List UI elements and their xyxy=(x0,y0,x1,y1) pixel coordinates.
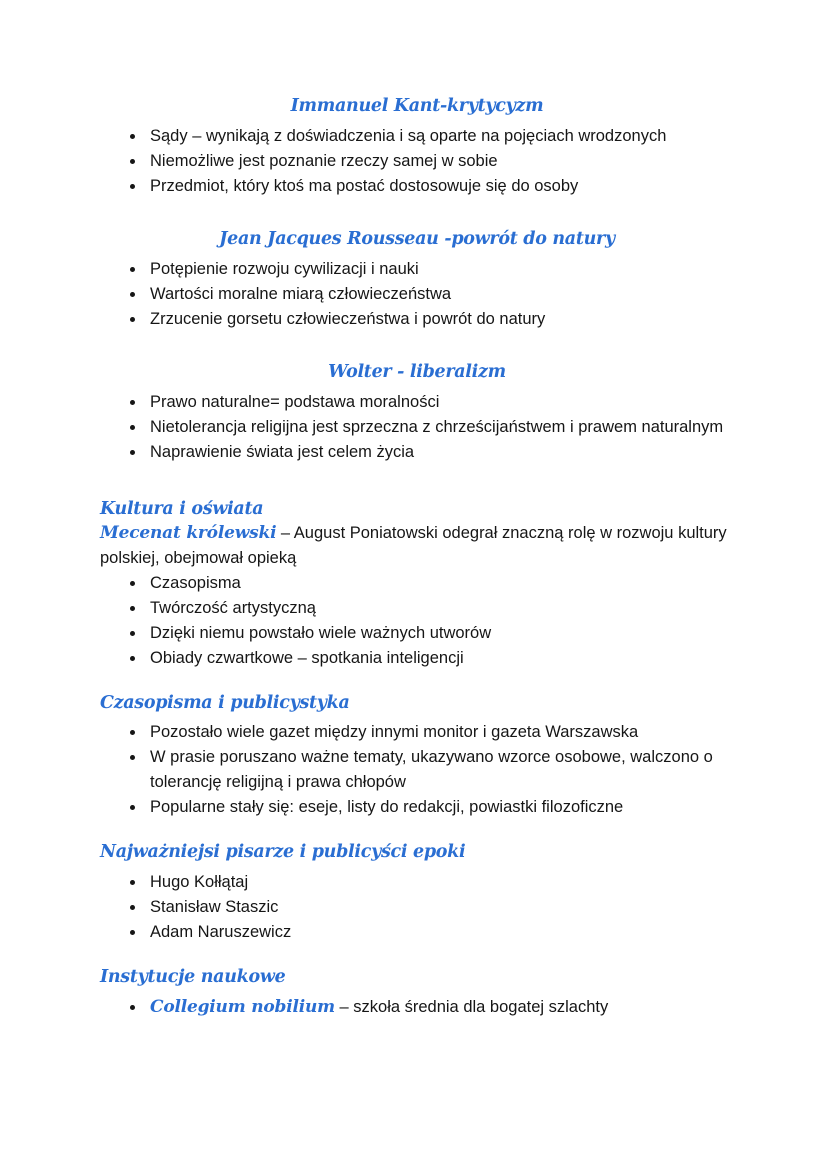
bullet-list-kultura xyxy=(100,571,740,671)
list-item: Obiady czwartkowe – spotkania inteligencji xyxy=(100,646,740,671)
list-item: Hugo Kołłątaj xyxy=(100,870,740,895)
section-rousseau xyxy=(100,229,740,332)
bullet-list-instytucje xyxy=(100,995,740,1020)
list-item: Dzięki niemu powstało wiele ważnych utworów xyxy=(100,621,740,646)
list-item: Czasopisma xyxy=(100,571,740,596)
paragraph-mecenat-krolewski xyxy=(100,521,740,571)
bullet-list-czasopisma xyxy=(100,720,740,820)
term-collegium-nobilium: Collegium nobilium xyxy=(150,997,335,1018)
list-item: Nietolerancja religijna jest sprzeczna z chrześcijaństwem i prawem naturalnym xyxy=(100,415,740,440)
heading-instytucje-naukowe: Instytucje naukowe xyxy=(100,967,286,988)
list-item: Zrzucenie gorsetu człowieczeństwa i powrót do natury xyxy=(100,307,740,332)
list-item: Stanisław Staszic xyxy=(100,895,740,920)
heading-czasopisma-i-publicystyka: Czasopisma i publicystyka xyxy=(100,692,350,713)
section-pisarze xyxy=(100,842,740,945)
bullet-list-wolter xyxy=(100,390,740,465)
paragraph-mecenat-krolewski-rest: – August Poniatowski odegrał znaczną rolę w rozwoju kultury polskiej, obejmował opieką xyxy=(100,523,727,567)
list-item: Niemożliwe jest poznanie rzeczy samej w sobie xyxy=(100,149,740,174)
document-content xyxy=(100,96,740,1020)
list-item: W prasie poruszano ważne tematy, ukazywano wzorce osobowe, walczono o tolerancję religijną i prawa chłopów xyxy=(100,745,740,795)
list-item xyxy=(100,995,740,1020)
list-item: Potępienie rozwoju cywilizacji i nauki xyxy=(100,257,740,282)
bullet-list-rousseau xyxy=(100,257,740,332)
heading-wolter: Wolter - liberalizm xyxy=(328,361,506,382)
term-mecenat-krolewski: Mecenat królewski xyxy=(100,522,277,543)
list-item: Pozostało wiele gazet między innymi monitor i gazeta Warszawska xyxy=(100,720,740,745)
list-item: Przedmiot, który ktoś ma postać dostosowuje się do osoby xyxy=(100,174,740,199)
section-kultura xyxy=(100,499,740,671)
list-item: Wartości moralne miarą człowieczeństwa xyxy=(100,282,740,307)
list-item: Sądy – wynikają z doświadczenia i są oparte na pojęciach wrodzonych xyxy=(100,124,740,149)
list-item-rest: – szkoła średnia dla bogatej szlachty xyxy=(334,998,609,1017)
heading-kant: Immanuel Kant-krytycyzm xyxy=(290,96,544,116)
list-item: Twórczość artystyczną xyxy=(100,596,740,621)
bullet-list-pisarze xyxy=(100,870,740,945)
heading-najwazniejsi-pisarze: Najważniejsi pisarze i publicyści epoki xyxy=(100,842,466,863)
list-item: Naprawienie świata jest celem życia xyxy=(100,440,740,465)
section-czasopisma xyxy=(100,693,740,821)
list-item: Popularne stały się: eseje, listy do redakcji, powiastki filozoficzne xyxy=(100,795,740,820)
list-item: Prawo naturalne= podstawa moralności xyxy=(100,390,740,415)
list-item: Adam Naruszewicz xyxy=(100,920,740,945)
section-instytucje xyxy=(100,967,740,1020)
heading-rousseau: Jean Jacques Rousseau -powrót do natury xyxy=(219,228,615,249)
bullet-list-kant xyxy=(100,124,740,199)
section-kant xyxy=(100,96,740,199)
heading-kultura-i-oswiata: Kultura i oświata xyxy=(100,498,264,519)
section-wolter xyxy=(100,362,740,465)
